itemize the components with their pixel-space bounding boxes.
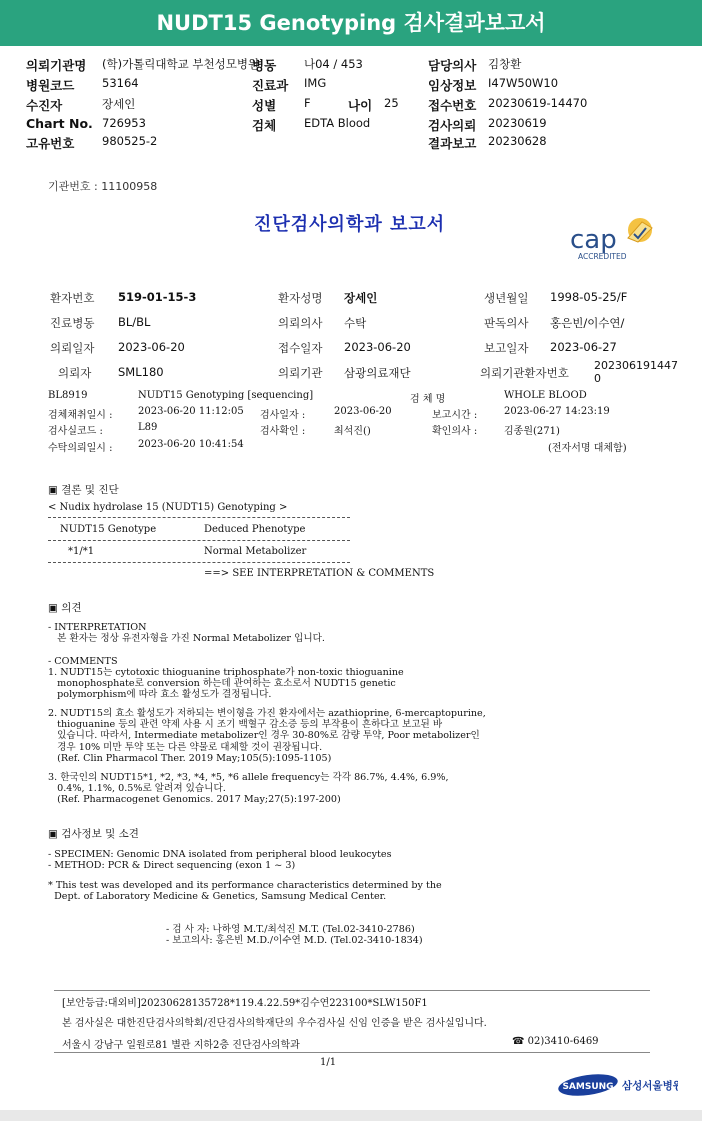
reptime-value: 2023-06-27 14:23:19 [504, 406, 610, 417]
see-interpretation-note: ==> SEE INTERPRETATION & COMMENTS [204, 568, 435, 579]
reqorg-value: 삼광의료재단 [344, 366, 411, 380]
dept-label: 진료과 [252, 78, 289, 93]
divider [48, 562, 350, 563]
cap-logo-icon [568, 216, 664, 262]
name-label: 환자성명 [278, 291, 323, 305]
header-info [0, 50, 702, 153]
confirm-label: 검사확인 : [260, 426, 306, 437]
phone-line: ☎ 02)3410-6469 [512, 1036, 599, 1047]
address-line: 서울시 강남구 일원로81 별관 지하2층 진단검사의학과 [62, 1040, 300, 1051]
comments-title: - COMMENTS [48, 656, 118, 667]
samsung-hospital-logo [558, 1070, 678, 1100]
specimen-value: EDTA Blood [304, 116, 371, 130]
reqdate-label: 의뢰일자 [50, 341, 95, 355]
reqdoc-label: 의뢰의사 [278, 316, 323, 330]
test-specimen-label: 검 체 명 [410, 394, 446, 405]
reqorg-label: 의뢰기관 [278, 366, 323, 380]
repdate-value: 2023-06-27 [550, 340, 617, 354]
report-title-bar [0, 0, 702, 46]
method-line: - METHOD: PCR & Direct sequencing (exon 1 ~ 3) [48, 860, 296, 871]
doctor-label: 담당의사 [428, 58, 477, 73]
cap-accredited-logo [568, 216, 664, 262]
result-subtitle: < Nudix hydrolase 15 (NUDT15) Genotyping > [48, 502, 288, 513]
receipt-value: 20230619-14470 [488, 96, 588, 110]
confirmdoc-label: 확인의사 : [432, 426, 478, 437]
result-heading: ▣ 결론 및 진단 [48, 484, 119, 496]
hospital-value: (학)가톨릭대학교 부천성모병원 [102, 57, 260, 71]
age-label: 나이 [348, 98, 373, 113]
confirm-value: 최석진() [334, 426, 371, 437]
samsung-logo-icon [558, 1070, 678, 1100]
result-date-label: 결과보고 [428, 136, 477, 151]
unique-label: 고유번호 [26, 136, 75, 151]
orgpid-value-2: 0 [594, 372, 601, 385]
reqdoc-value: 수탁 [344, 316, 367, 330]
method-heading: ▣ 검사정보 및 소견 [48, 828, 139, 840]
divider [48, 540, 350, 541]
phenotype-column-header: Deduced Phenotype [204, 524, 306, 535]
specimen-label: 검체 [252, 118, 277, 133]
collect-value: 2023-06-20 11:12:05 [138, 406, 244, 417]
test-name: NUDT15 Genotyping [sequencing] [138, 390, 314, 401]
chart-label: Chart No. [26, 116, 93, 131]
report-title: 진단검사의학과 보고서 [254, 214, 446, 235]
report-main-title: NUDT15 Genotyping 검사결과보고서 [156, 11, 546, 35]
cap-sub-text: ACCREDITED [578, 252, 627, 261]
samsung-hospital-text: 삼성서울병원 [622, 1080, 678, 1092]
reqby-label: 의뢰자 [58, 366, 92, 380]
recvdate-value: 2023-06-20 [344, 340, 411, 354]
interpretation-text: 본 환자는 정상 유전자형을 가진 Normal Metabolizer 입니다. [48, 633, 325, 644]
patient-label: 수진자 [26, 98, 63, 113]
interpretation-title: - INTERPRETATION [48, 622, 147, 633]
ward2-value: BL/BL [118, 315, 151, 329]
doctor-value: 김창환 [488, 57, 522, 71]
opinion-heading: ▣ 의견 [48, 602, 82, 614]
security-line: [보안등급:대외비]20230628135728*119.4.22.59*김수연223100*SLW150F1 [62, 998, 428, 1009]
bottom-strip [0, 1110, 702, 1121]
reqby-value: SML180 [118, 365, 164, 379]
reporter-line: - 보고의사: 홍은빈 M.D./이수연 M.D. (Tel.02-3410-1834) [166, 935, 423, 946]
genotype-column-header: NUDT15 Genotype [60, 524, 157, 535]
room-label: 검사실코드 : [48, 426, 103, 437]
test-code: BL8919 [48, 390, 88, 401]
room-value: L89 [138, 422, 158, 433]
samsung-text: SAMSUNG [562, 1082, 614, 1092]
testdate-value: 2023-06-20 [334, 406, 392, 417]
comment-3: 3. 한국인의 NUDT15*1, *2, *3, *4, *5, *6 allele frequency는 각각 86.7%, 4.4%, 6.9%, 0.4%, 1.1%, 0.5%로 알려져 있습니다. (Ref. Pharmacogenet Genomics. 2017 May;27(5):197-200) [48, 772, 449, 806]
age-value: 25 [384, 96, 399, 110]
request-value: 20230619 [488, 116, 547, 130]
testdate-label: 검사일자 : [260, 410, 306, 421]
clinical-value: I47W50W10 [488, 76, 559, 90]
ward-value: 나04 / 453 [304, 57, 363, 71]
ward-label: 병동 [252, 58, 277, 73]
outsrc-label: 수탁의뢰일시 : [48, 443, 113, 454]
name-value: 장세인 [344, 291, 378, 305]
collect-label: 검체채취일시 : [48, 410, 113, 421]
result-date-value: 20230628 [488, 134, 547, 148]
dept-value: IMG [304, 76, 327, 90]
hospcode-label: 병원코드 [26, 78, 75, 93]
ward2-label: 진료병동 [50, 316, 95, 330]
hospital-label: 의뢰기관명 [26, 58, 87, 73]
genotype-value: *1/*1 [68, 546, 95, 557]
divider [54, 990, 650, 991]
confirmdoc-value: 김종원(271) [504, 426, 560, 437]
page-number: 1/1 [320, 1057, 337, 1068]
reqdate-value: 2023-06-20 [118, 340, 185, 354]
esign-note: (전자서명 대체함) [548, 443, 627, 454]
test-specimen-value: WHOLE BLOOD [504, 390, 587, 401]
cap-text: cap [570, 225, 617, 255]
orgpid-label: 의뢰기관환자번호 [480, 366, 569, 380]
chart-value: 726953 [102, 116, 146, 130]
divider [48, 517, 350, 518]
readdoc-label: 판독의사 [484, 316, 529, 330]
report-paper [28, 160, 676, 1110]
request-label: 검사의뢰 [428, 118, 477, 133]
patient-value: 장세인 [102, 97, 136, 111]
recvdate-label: 접수일자 [278, 341, 323, 355]
reptime-label: 보고시간 : [432, 410, 478, 421]
readdoc-value: 홍은빈/이수연/ [550, 316, 625, 330]
sex-label: 성별 [252, 98, 277, 113]
orgpid-value-1: 202306191447 [594, 359, 678, 372]
dob-label: 생년월일 [484, 291, 529, 305]
tester-line: - 검 사 자: 나하영 M.T./최석진 M.T. (Tel.02-3410-2786) [166, 924, 415, 935]
pid-label: 환자번호 [50, 291, 95, 305]
sex-value: F [304, 96, 311, 110]
receipt-label: 접수번호 [428, 98, 477, 113]
certification-line: 본 검사실은 대한진단검사의학회/진단검사의학재단의 우수검사실 신임 인증을 받은 검사실입니다. [62, 1018, 487, 1029]
specimen-line: - SPECIMEN: Genomic DNA isolated from peripheral blood leukocytes [48, 849, 392, 860]
development-note: * This test was developed and its performance characteristics determined by the Dept. of Laboratory Medicine & Genetics, Samsung Medical Center. [48, 880, 442, 903]
hospcode-value: 53164 [102, 76, 139, 90]
agency-code: 기관번호 : 11100958 [48, 180, 158, 193]
divider [54, 1052, 650, 1053]
clinical-label: 임상정보 [428, 78, 477, 93]
pid-value: 519-01-15-3 [118, 290, 197, 304]
comment-1: 1. NUDT15는 cytotoxic thioguanine triphosphate가 non-toxic thioguanine monophosphate로 conversion 하는데 관여하는 효소로서 NUDT15 genetic polymorphism에 따라 효소 활성도가 결정됩니다. [48, 667, 404, 701]
repdate-label: 보고일자 [484, 341, 529, 355]
unique-value: 980525-2 [102, 134, 158, 148]
phenotype-value: Normal Metabolizer [204, 546, 307, 557]
comment-2: 2. NUDT15의 효소 활성도가 저하되는 변이형을 가진 환자에서는 azathioprine, 6-mercaptopurine, thioguanine 등의 관련 약제 사용 시 조기 백혈구 감소증 등의 부작용이 흔하다고 보고된 바 있습니다. 따라서, Intermediate metabolizer인 경우 30-80%로 감량 투약, Poor metabolizer인 경우 10% 미만 투약 또는 다른 약물로 대체할 것이 권장됩니다. (Ref. Clin Pharmacol Ther. 2019 May;105(5):1095-1105) [48, 708, 486, 764]
dob-value: 1998-05-25/F [550, 290, 628, 304]
outsrc-value: 2023-06-20 10:41:54 [138, 439, 244, 450]
